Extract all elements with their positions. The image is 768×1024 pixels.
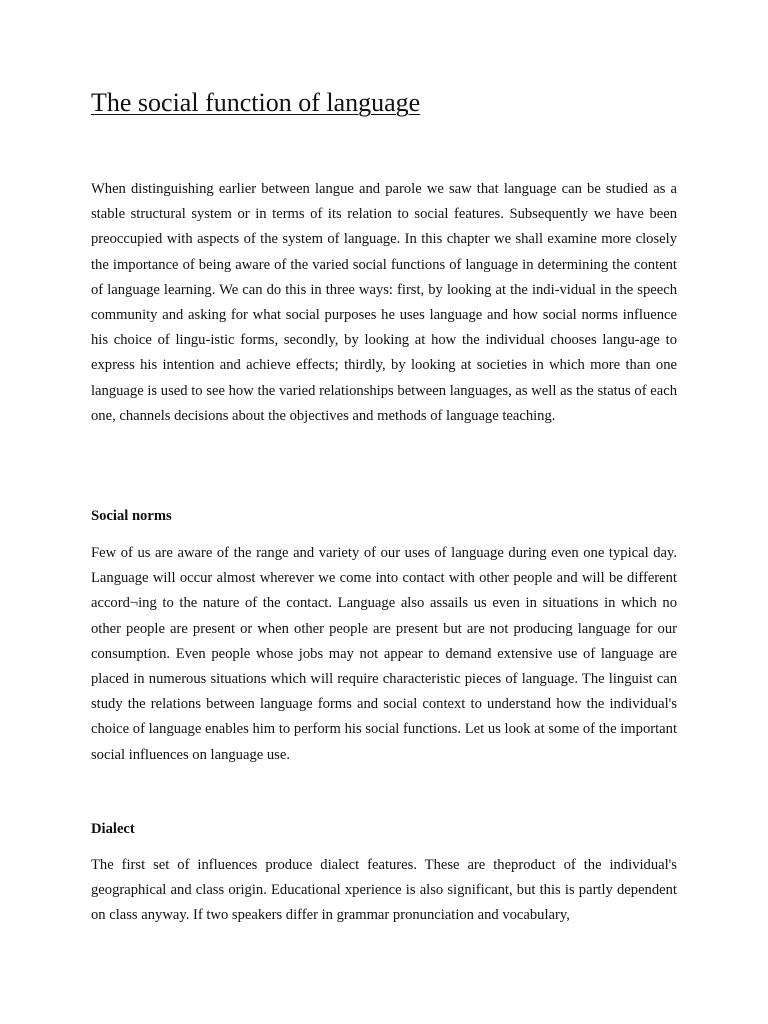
section-heading-dialect: Dialect — [91, 821, 135, 837]
section-paragraph-social-norms: Few of us are aware of the range and variety of our uses of language during even one typical day. Language will occur almost wherever we come into contact with other people and will be different accord¬ing to the nature of the contact. Language also assails us even in situations in which no other people are present or when other people are present but are not producing language for our consumption. Even people whose jobs may not appear to demand extensive use of language are placed in numerous situations which will require characteristic pieces of language. The linguist can study the relations between language forms and social context to understand how the individual's choice of language enables him to perform his social functions. Let us look at some of the important social influences on language use. — [91, 545, 677, 763]
intro-paragraph: When distinguishing earlier between langue and parole we saw that language can be studied as a stable structural system or in terms of its relation to social features. Subsequently we have been preoccupied with aspects of the system of language. In this chapter we shall examine more closely the importance of being aware of the varied social functions of language in determining the content of language learning. We can do this in three ways: first, by looking at the indi-vidual in the speech community and asking for what social purposes he uses language and how social norms influence his choice of lingu-istic forms, secondly, by looking at how the individual chooses langu-age to express his intention and achieve effects; thirdly, by looking at societies in which more than one language is used to see how the varied relationships between languages, as well as the status of each one, channels decisions about the objectives and methods of language teaching. — [91, 181, 677, 424]
section-paragraph-dialect: The first set of influences produce dialect features. These are theproduct of the individual's geographical and class origin. Educational xperience is also significant, but this is partly dependent on class anyway. If two speakers differ in grammar pronunciation and vocabulary, — [91, 857, 677, 924]
page-title: The social function of language — [91, 88, 421, 117]
section-heading-social-norms: Social norms — [91, 508, 172, 524]
